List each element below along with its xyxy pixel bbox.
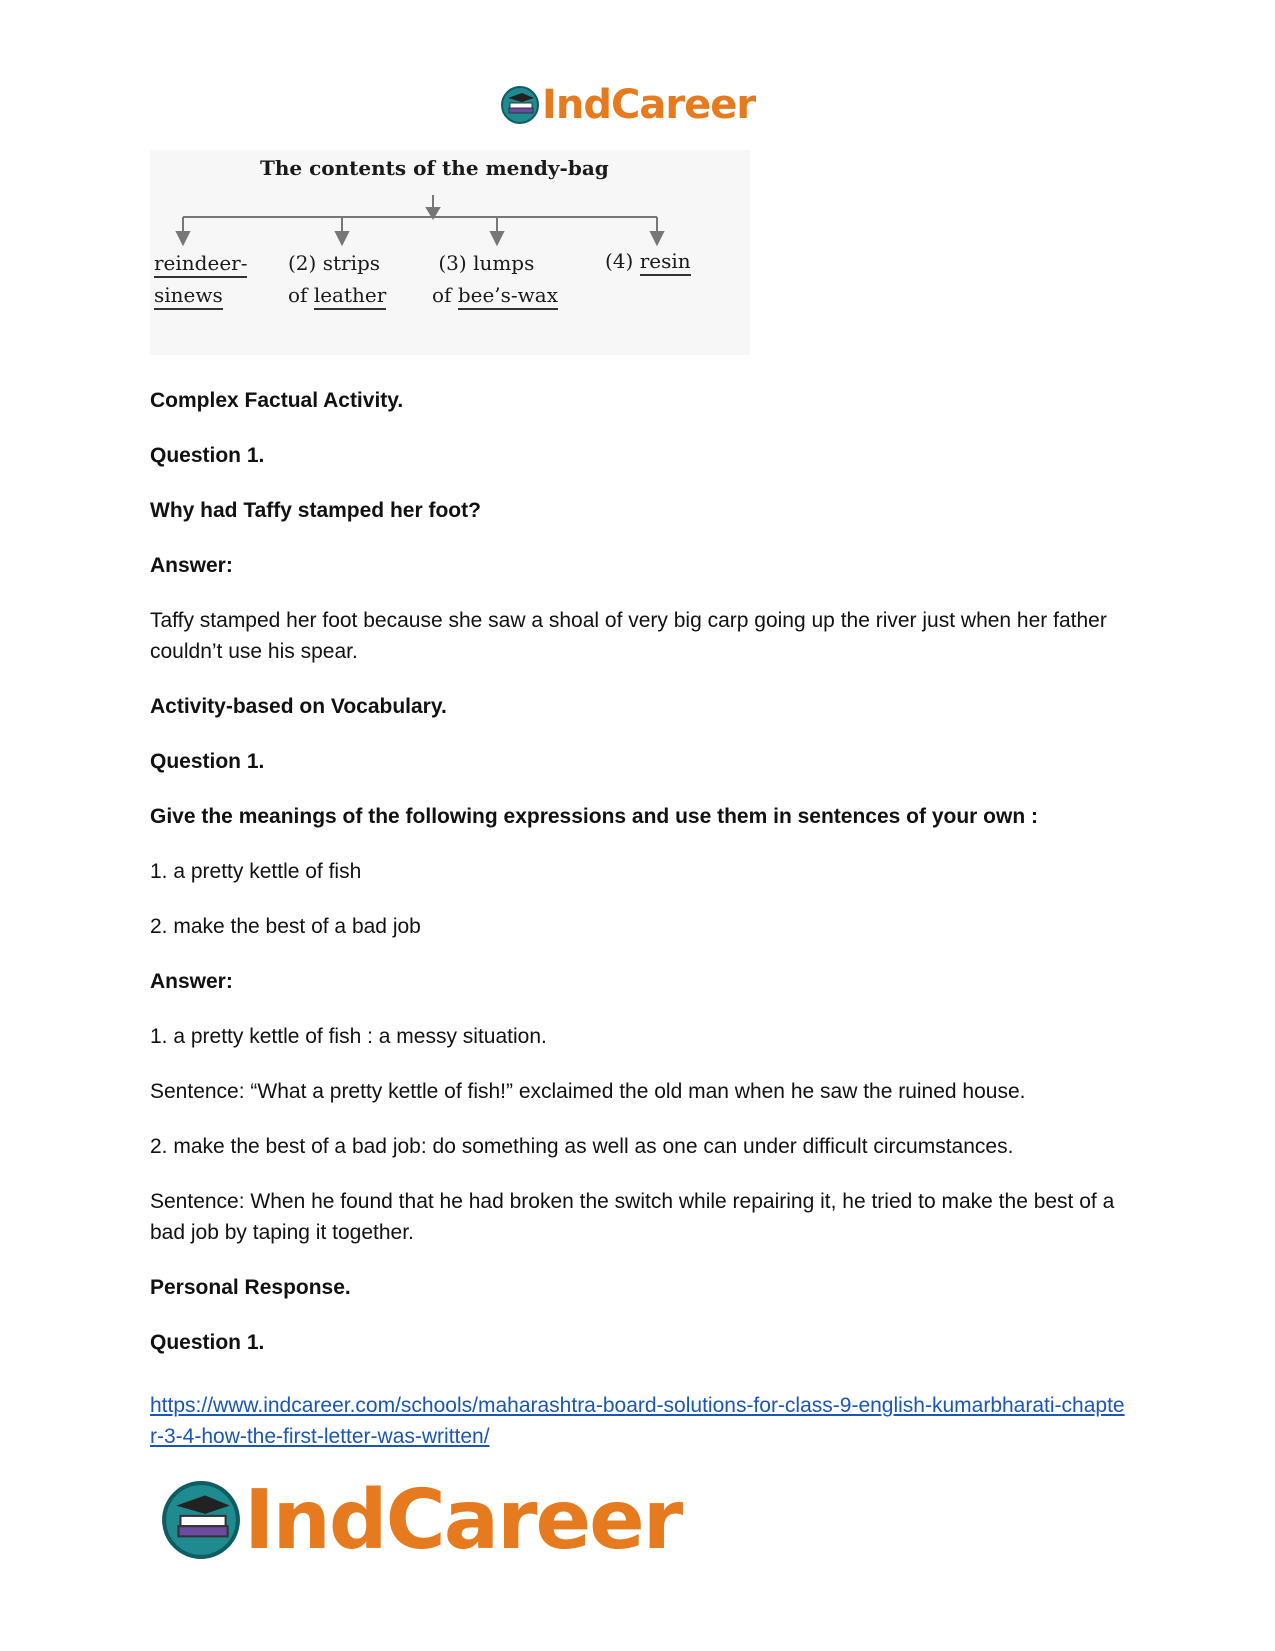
item-line2-prefix: of [432,283,452,307]
item-number: (2) [288,251,317,275]
document-body [150,385,1130,1476]
source-link[interactable]: https://www.indcareer.com/schools/maharashtra-board-solutions-for-class-9-english-kumarbharati-chapter-3-4-how-the-first-letter-was-written/ [150,1394,1125,1448]
logo-wordmark: IndCareer [542,82,756,128]
question-item: 2. make the best of a bad job [150,915,421,938]
answer-text: 2. make the best of a bad job: do something as well as one can under difficult circumstances. [150,1135,1014,1158]
item-line1: lumps [473,251,535,275]
indcareer-logo-top [500,80,755,130]
question-label: Question 1. [150,1331,265,1354]
section-heading: Complex Factual Activity. [150,389,404,412]
item-line1: resin [640,249,691,276]
answer-text: Taffy stamped her foot because she saw a shoal of very big carp going up the river just when her father couldn’t use his spear. [150,609,1107,663]
answer-label: Answer: [150,970,233,993]
answer-text: 1. a pretty kettle of fish : a messy situation. [150,1025,547,1048]
mendy-bag-diagram [150,150,750,355]
answer-sentence: Sentence: “What a pretty kettle of fish!” exclaimed the old man when he saw the ruined house. [150,1080,1026,1103]
section-heading: Activity-based on Vocabulary. [150,695,447,718]
item-line2: sinews [154,283,223,310]
item-line2: bee’s-wax [458,283,558,310]
answer-sentence: Sentence: When he found that he had broken the switch while repairing it, he tried to make the best of a bad job by taping it together. [150,1190,1115,1244]
globe-book-icon [160,1479,242,1561]
diagram-item-lumps-of-bees-wax [432,247,558,311]
item-number: (4) [605,249,634,273]
indcareer-logo-bottom [160,1472,682,1568]
item-line2: leather [314,283,386,310]
diagram-title: The contents of the mendy-bag [260,156,609,180]
question-text: Give the meanings of the following expressions and use them in sentences of your own : [150,805,1038,828]
question-text: Why had Taffy stamped her foot? [150,499,481,522]
item-line1: strips [322,251,381,275]
question-label: Question 1. [150,444,265,467]
item-line1: reindeer- [154,251,247,278]
diagram-item-reindeer-sinews [154,247,247,311]
question-label: Question 1. [150,750,265,773]
section-heading: Personal Response. [150,1276,351,1299]
item-number: (3) [438,251,467,275]
answer-label: Answer: [150,554,233,577]
globe-book-icon [500,85,540,125]
item-line2-prefix: of [288,283,308,307]
question-item: 1. a pretty kettle of fish [150,860,362,883]
diagram-item-strips-of-leather [288,247,386,311]
logo-wordmark: IndCareer [244,1472,682,1568]
diagram-item-resin [605,245,691,277]
